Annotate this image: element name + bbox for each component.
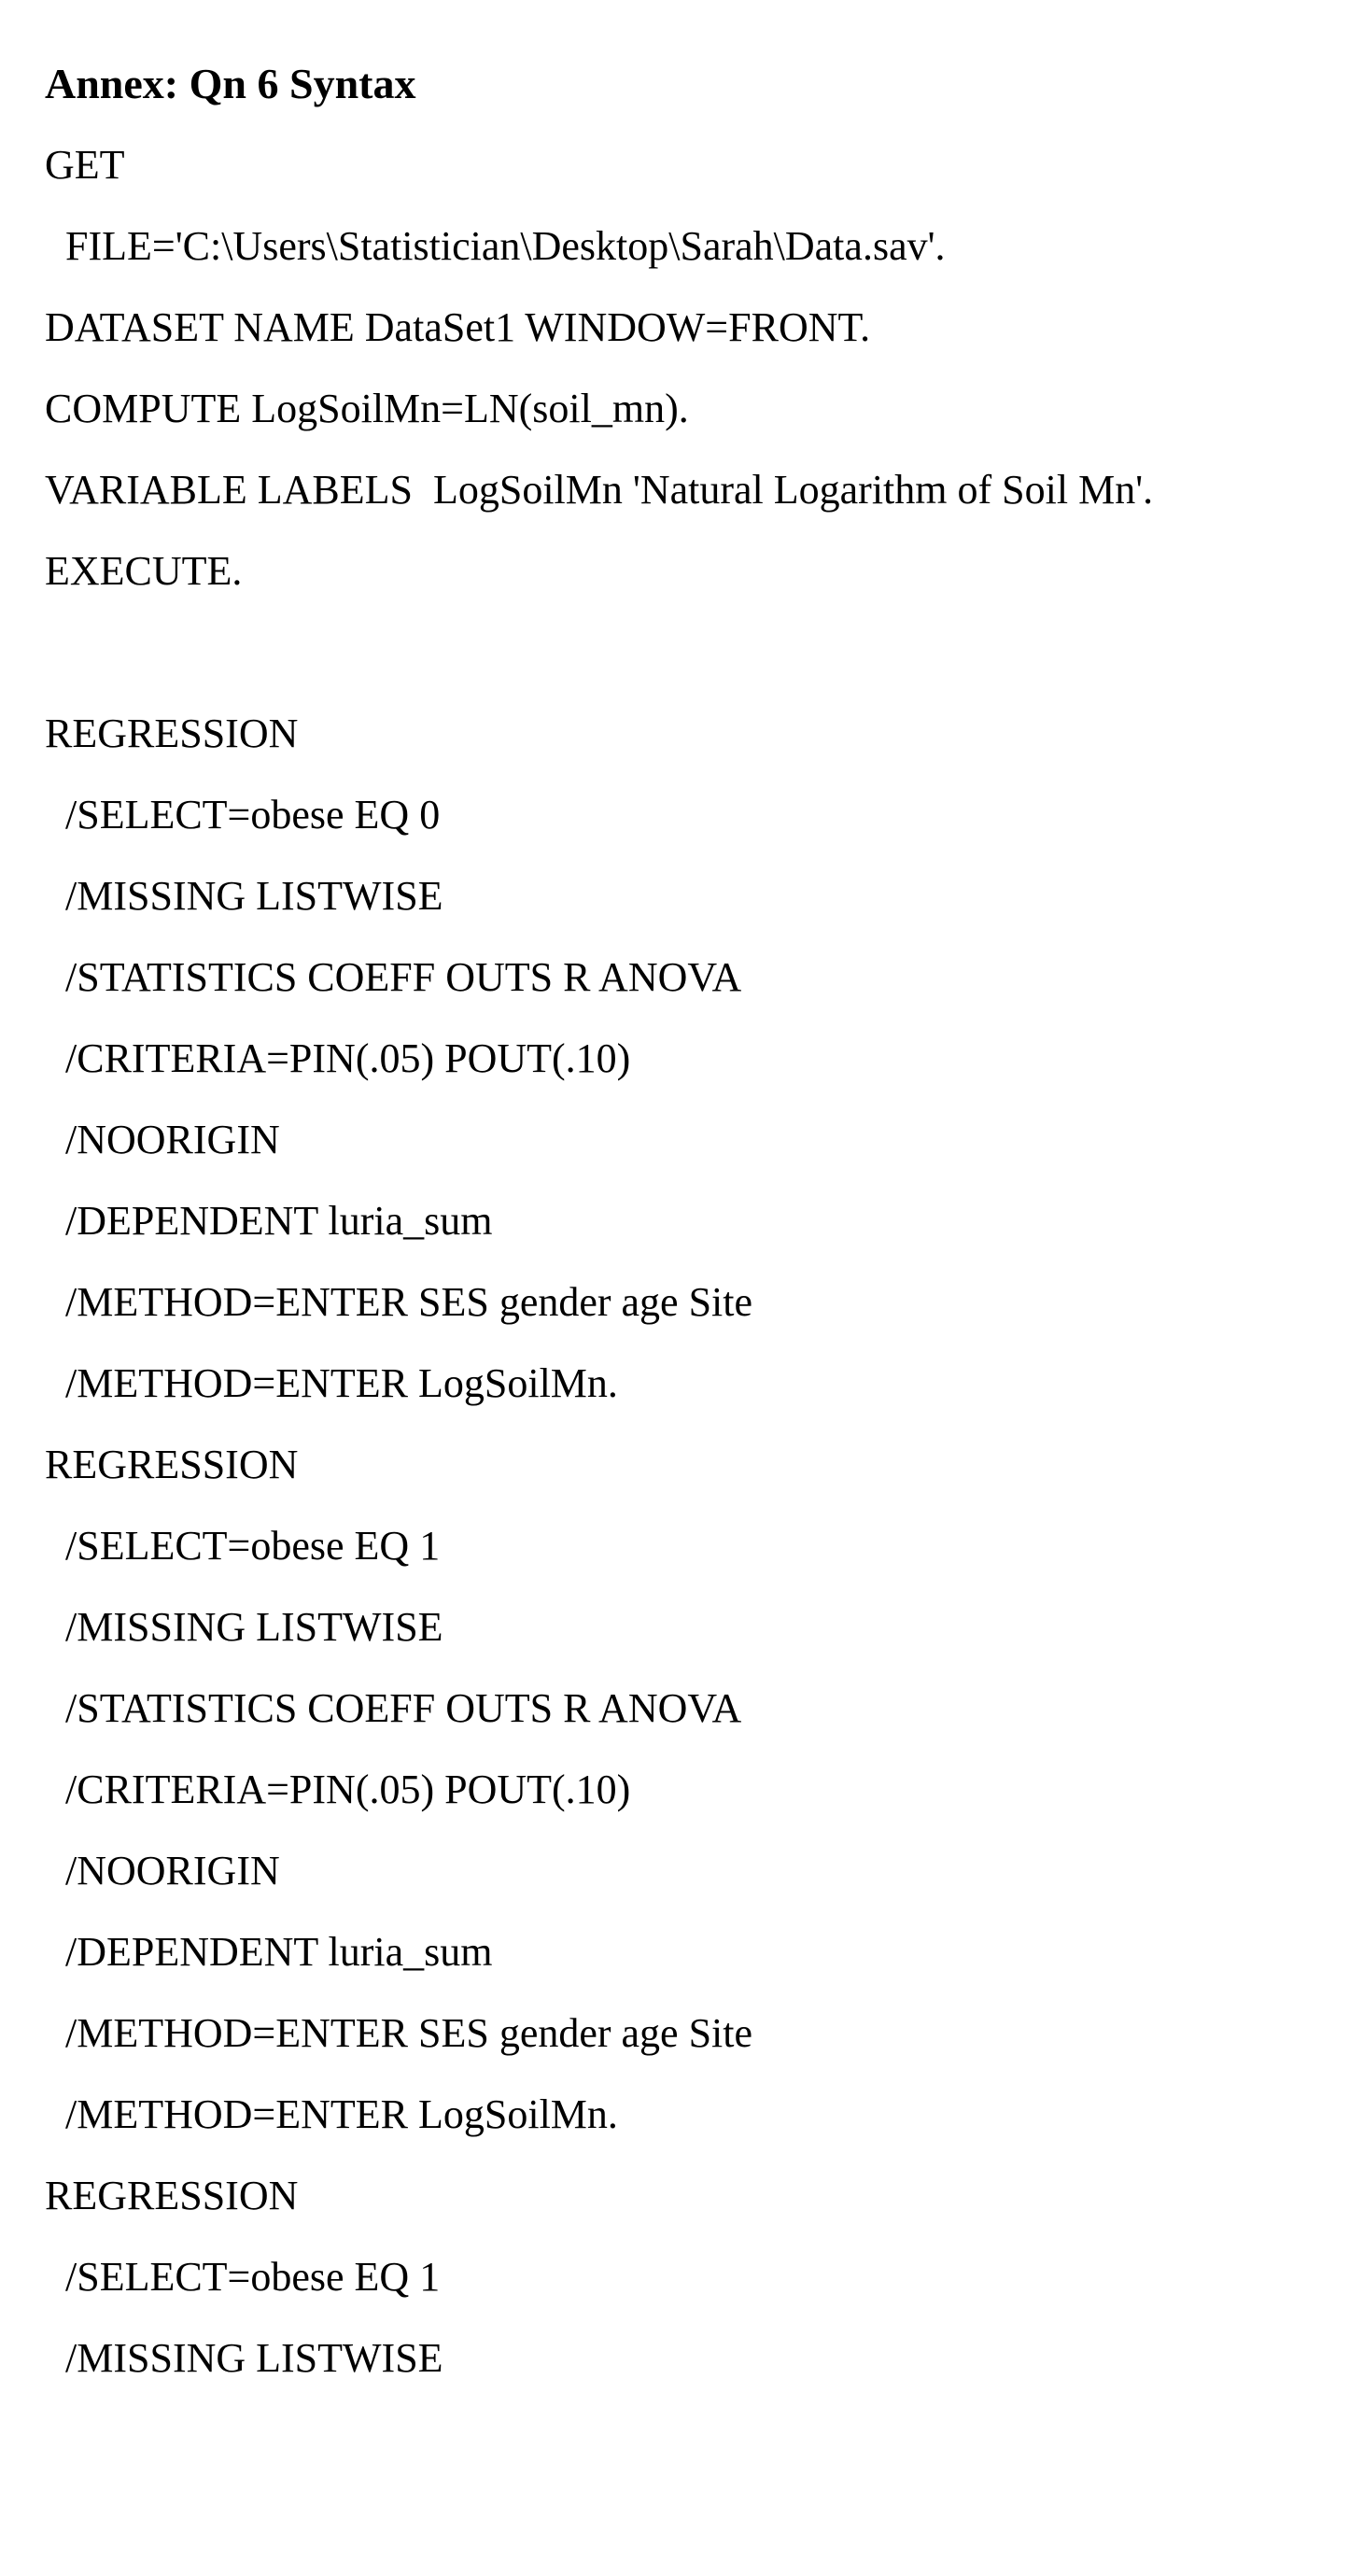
syntax-line: VARIABLE LABELS LogSoilMn 'Natural Logarithm of Soil Mn'. <box>45 467 1154 513</box>
syntax-line: FILE='C:\Users\Statistician\Desktop\Sarah\Data.sav'. <box>45 223 946 269</box>
syntax-line: EXECUTE. <box>45 548 243 594</box>
syntax-line: /METHOD=ENTER SES gender age Site <box>45 2010 753 2056</box>
syntax-block <box>45 139 1342 2414</box>
syntax-line: /NOORIGIN <box>45 1848 280 1893</box>
document-page <box>45 58 1342 2414</box>
syntax-line: /MISSING LISTWISE <box>45 873 443 919</box>
syntax-line: /NOORIGIN <box>45 1117 280 1162</box>
syntax-line: /CRITERIA=PIN(.05) POUT(.10) <box>45 1767 631 1812</box>
syntax-line: REGRESSION <box>45 1442 299 1487</box>
syntax-line: /MISSING LISTWISE <box>45 1604 443 1650</box>
syntax-line: REGRESSION <box>45 2173 299 2218</box>
syntax-line: /SELECT=obese EQ 1 <box>45 1523 441 1569</box>
syntax-line: /DEPENDENT luria_sum <box>45 1929 493 1975</box>
annex-heading: Annex: Qn 6 Syntax <box>45 60 416 107</box>
syntax-line: /METHOD=ENTER SES gender age Site <box>45 1279 753 1325</box>
blank-line <box>45 626 1342 708</box>
syntax-line: /STATISTICS COEFF OUTS R ANOVA <box>45 954 742 1000</box>
syntax-line: /SELECT=obese EQ 1 <box>45 2254 441 2300</box>
syntax-line: /METHOD=ENTER LogSoilMn. <box>45 1360 618 1406</box>
syntax-line: /METHOD=ENTER LogSoilMn. <box>45 2091 618 2137</box>
syntax-line: /CRITERIA=PIN(.05) POUT(.10) <box>45 1035 631 1081</box>
syntax-line: DATASET NAME DataSet1 WINDOW=FRONT. <box>45 304 871 350</box>
syntax-line: REGRESSION <box>45 711 299 756</box>
syntax-line: /DEPENDENT luria_sum <box>45 1198 493 1244</box>
syntax-line: /STATISTICS COEFF OUTS R ANOVA <box>45 1685 742 1731</box>
syntax-line: GET <box>45 142 125 188</box>
syntax-line: /SELECT=obese EQ 0 <box>45 792 441 838</box>
syntax-line: /MISSING LISTWISE <box>45 2335 443 2381</box>
syntax-line: COMPUTE LogSoilMn=LN(soil_mn). <box>45 386 689 431</box>
